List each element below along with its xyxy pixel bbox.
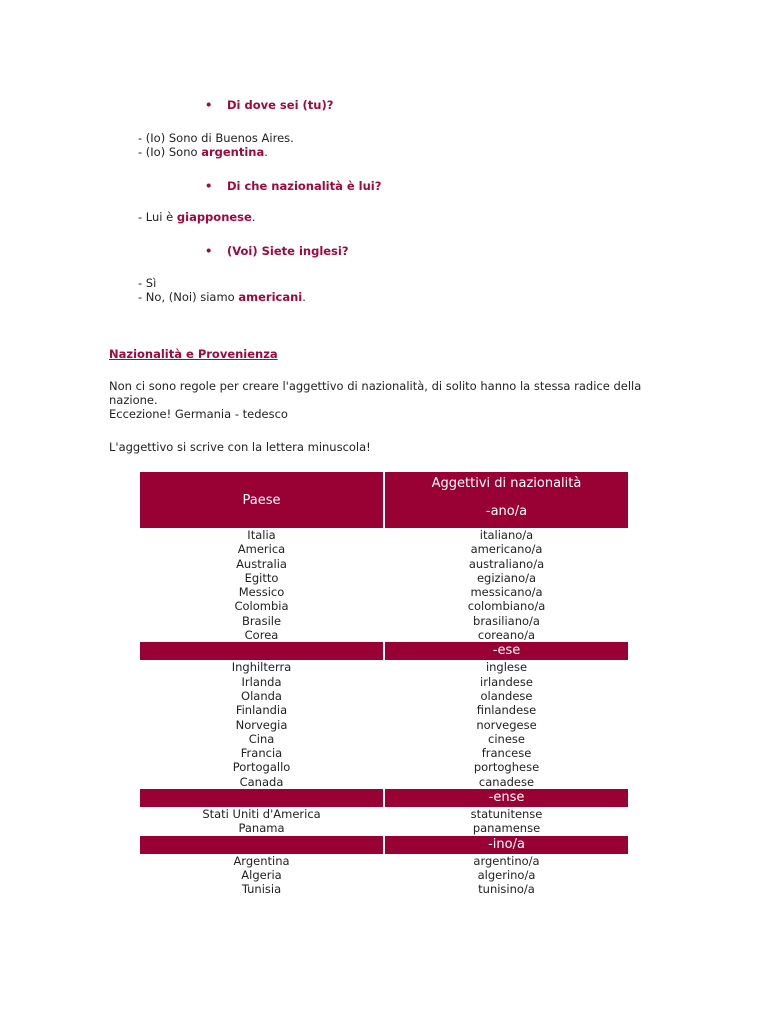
country: Finlandia bbox=[235, 703, 288, 718]
adjective: statunitense bbox=[470, 807, 543, 822]
answer-highlight: americani bbox=[238, 290, 303, 304]
adjective: norvegese bbox=[476, 717, 537, 732]
adjective: coreano/a bbox=[477, 628, 536, 643]
table-row bbox=[140, 528, 628, 642]
adjectives-cell bbox=[385, 528, 628, 642]
adjective: portoghese bbox=[473, 760, 540, 775]
adjective: argentino/a bbox=[473, 853, 540, 868]
suffix-label: -ese bbox=[385, 642, 628, 660]
country: Panama bbox=[238, 821, 285, 836]
country: America bbox=[237, 542, 286, 557]
suffix-label: -ano/a bbox=[485, 504, 528, 519]
country: Olanda bbox=[241, 688, 282, 703]
header-aggettivi-label: Aggettivi di nazionalità bbox=[431, 476, 582, 491]
answer-text: - Lui è bbox=[138, 210, 177, 224]
countries-cell bbox=[140, 807, 383, 836]
answer-line bbox=[138, 276, 156, 290]
adjective: algerino/a bbox=[477, 867, 536, 882]
answer-punct: . bbox=[251, 210, 256, 224]
country: Francia bbox=[240, 746, 283, 761]
country: Norvegia bbox=[235, 717, 288, 732]
country: Argentina bbox=[233, 853, 290, 868]
adjectives-cell bbox=[385, 660, 628, 789]
country: Egitto bbox=[244, 570, 279, 585]
header-aggettivi bbox=[385, 472, 628, 528]
answer-highlight: giapponese bbox=[176, 210, 252, 224]
adjective: olandese bbox=[480, 688, 533, 703]
header-paese: Paese bbox=[140, 472, 383, 528]
table-header-row bbox=[140, 472, 628, 528]
suffix-empty-cell bbox=[140, 789, 383, 807]
adjective: panamense bbox=[472, 821, 541, 836]
suffix-header-row bbox=[140, 836, 628, 854]
question-text: Di che nazionalità è lui? bbox=[227, 179, 382, 193]
adjectives-cell bbox=[385, 854, 628, 897]
adjective: egiziano/a bbox=[476, 570, 537, 585]
question-3 bbox=[205, 244, 349, 258]
lowercase-note: L'aggettivo si scrive con la lettera minuscola! bbox=[109, 440, 371, 454]
adjective: francese bbox=[481, 746, 532, 761]
table-row bbox=[140, 854, 628, 897]
answer-punct: . bbox=[264, 145, 268, 159]
answer-line bbox=[138, 290, 306, 304]
country: Inghilterra bbox=[231, 660, 292, 675]
question-text: (Voi) Siete inglesi? bbox=[227, 244, 349, 258]
intro-paragraph: Non ci sono regole per creare l'aggettivo di nazionalità, di solito hanno la stessa radice della nazione. bbox=[109, 379, 642, 407]
bullet-icon: • bbox=[205, 179, 213, 193]
nationality-table bbox=[138, 472, 630, 897]
answer-line bbox=[138, 131, 294, 145]
suffix-label: -ino/a bbox=[385, 836, 628, 854]
country: Algeria bbox=[241, 867, 282, 882]
suffix-header-row bbox=[140, 789, 628, 807]
suffix-header-row bbox=[140, 642, 628, 660]
adjective: irlandese bbox=[480, 674, 533, 689]
question-text: Di dove sei (tu)? bbox=[227, 98, 334, 112]
question-1 bbox=[205, 98, 333, 112]
adjective: americano/a bbox=[470, 542, 543, 557]
country: Stati Uniti d'America bbox=[202, 807, 321, 822]
table-row bbox=[140, 660, 628, 789]
answer-punct: . bbox=[302, 290, 306, 304]
countries-cell bbox=[140, 660, 383, 789]
adjective: messicano/a bbox=[470, 585, 543, 600]
countries-cell bbox=[140, 854, 383, 897]
adjective: cinese bbox=[488, 731, 525, 746]
countries-cell bbox=[140, 528, 383, 642]
answer-highlight: argentina bbox=[201, 145, 265, 159]
suffix-label: -ense bbox=[385, 789, 628, 807]
adjective: tunisino/a bbox=[478, 882, 535, 897]
answer-line bbox=[138, 145, 268, 159]
country: Italia bbox=[247, 528, 276, 542]
adjective: canadese bbox=[478, 774, 535, 789]
adjective: italiano/a bbox=[479, 528, 534, 542]
country: Messico bbox=[238, 585, 285, 600]
table-row bbox=[140, 807, 628, 836]
answer-text: - (Io) Sono di Buenos Aires. bbox=[138, 131, 294, 145]
country: Cina bbox=[248, 731, 275, 746]
country: Tunisia bbox=[241, 882, 282, 897]
adjective: finlandese bbox=[476, 703, 537, 718]
bullet-icon: • bbox=[205, 244, 213, 258]
exception-line: Eccezione! Germania - tedesco bbox=[109, 407, 288, 421]
country: Corea bbox=[244, 628, 279, 643]
adjective: inglese bbox=[485, 660, 528, 675]
question-2 bbox=[205, 179, 381, 193]
country: Irlanda bbox=[241, 674, 282, 689]
country: Australia bbox=[236, 556, 287, 571]
answer-text: - (Io) Sono bbox=[138, 145, 202, 159]
country: Brasile bbox=[241, 613, 282, 628]
suffix-empty-cell bbox=[140, 642, 383, 660]
adjective: australiano/a bbox=[468, 556, 545, 571]
adjective: brasiliano/a bbox=[473, 613, 540, 628]
suffix-empty-cell bbox=[140, 836, 383, 854]
adjective: colombiano/a bbox=[467, 599, 546, 614]
country: Portogallo bbox=[232, 760, 291, 775]
section-title: Nazionalità e Provenienza bbox=[109, 347, 278, 361]
answer-line bbox=[138, 210, 255, 224]
adjectives-cell bbox=[385, 807, 628, 836]
country: Colombia bbox=[234, 599, 289, 614]
answer-text: - Sì bbox=[138, 276, 157, 290]
bullet-icon: • bbox=[205, 98, 213, 112]
answer-text: - No, (Noi) siamo bbox=[138, 290, 239, 304]
country: Canada bbox=[239, 774, 284, 789]
